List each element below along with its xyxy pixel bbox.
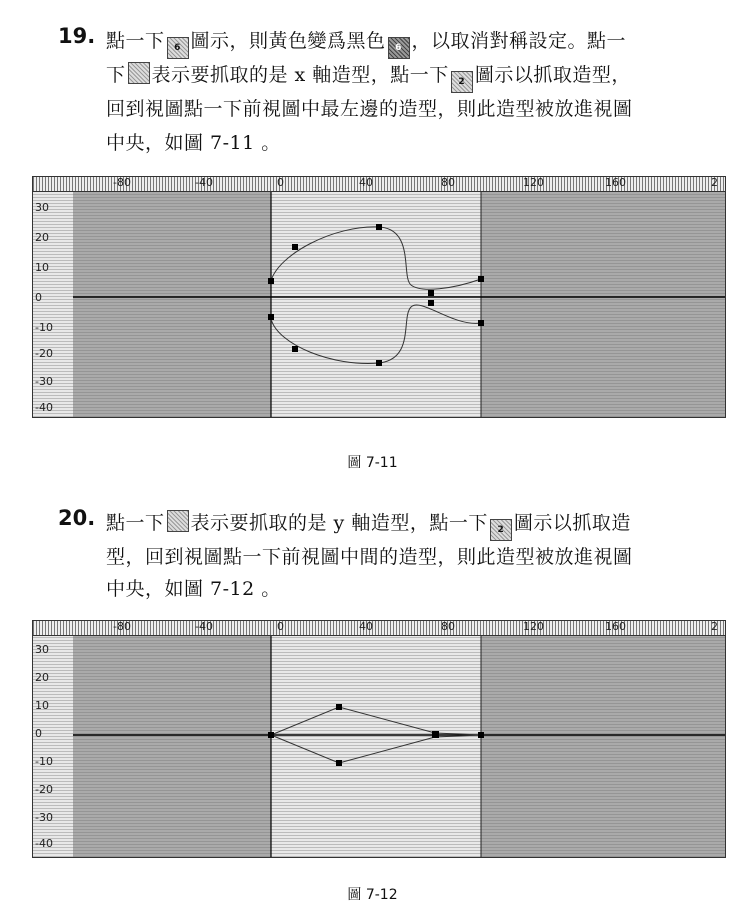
right-shaded-region <box>481 636 725 857</box>
text-segment: 圖示以抓取造型， <box>474 64 631 86</box>
y-axis-label: 0 <box>35 291 42 304</box>
ruler-label: 0 <box>277 176 284 189</box>
control-point <box>376 224 382 230</box>
y-axis-label: 30 <box>35 643 49 656</box>
control-point <box>478 276 484 282</box>
control-point <box>268 278 274 284</box>
y-axis-label: 0 <box>35 727 42 740</box>
figure-7-11-canvas <box>33 177 725 417</box>
y-axis-label: 30 <box>35 201 49 214</box>
ruler-label: 2 <box>711 176 718 189</box>
figure-7-12 <box>32 620 726 858</box>
ruler-label: 80 <box>441 620 455 633</box>
figure-7-11 <box>32 176 726 418</box>
shape-curve-upper <box>271 227 481 289</box>
ruler-label: 120 <box>523 620 544 633</box>
text-segment: 點一下 <box>106 512 165 534</box>
right-shaded-region <box>481 192 725 417</box>
step-19-line-1 <box>106 26 626 59</box>
ruler-label: -40 <box>195 620 213 633</box>
control-point <box>292 244 298 250</box>
y-axis-label: -10 <box>35 321 53 334</box>
figure-7-11-caption: 圖 7-11 <box>347 455 398 471</box>
y-axis-label: -40 <box>35 837 53 850</box>
text-segment: 表示要抓取的是 y 軸造型，點一下 <box>190 512 488 534</box>
control-point <box>428 300 434 306</box>
left-shaded-region <box>73 192 271 417</box>
ruler-label: 80 <box>441 176 455 189</box>
y-axis-label: 10 <box>35 261 49 274</box>
control-point <box>336 760 342 766</box>
text-segment: 點一下 <box>106 30 165 52</box>
left-shaded-region <box>73 636 271 857</box>
step-19 <box>58 24 738 154</box>
y-axis-label: -30 <box>35 375 53 388</box>
y-axis-label: -10 <box>35 755 53 768</box>
get-shape-icon: 2 <box>490 519 512 541</box>
y-axis-label: -20 <box>35 783 53 796</box>
ruler-label: 0 <box>277 620 284 633</box>
ruler-label: 40 <box>359 620 373 633</box>
ruler-label: 2 <box>711 620 718 633</box>
y-axis-shape-icon <box>167 510 189 532</box>
text-segment: 表示要抓取的是 x 軸造型，點一下 <box>151 64 449 86</box>
get-shape-icon: 2 <box>451 71 473 93</box>
text-segment: ，以取消對稱設定。點一 <box>411 30 627 52</box>
ruler-label: 40 <box>359 176 373 189</box>
x-axis-shape-icon <box>128 62 150 84</box>
control-point <box>336 704 342 710</box>
text-segment: 下 <box>106 64 126 86</box>
text-segment: 圖示以抓取造 <box>513 512 631 534</box>
figure-7-12-canvas <box>33 621 725 857</box>
y-axis-label: 20 <box>35 231 49 244</box>
step-19-line-3: 回到視圖點一下前視圖中最左邊的造型，則此造型被放進視圖 <box>106 98 633 120</box>
control-point <box>268 732 274 738</box>
shape-curve-lower <box>271 305 481 364</box>
control-point <box>428 290 434 296</box>
step-20 <box>58 506 738 606</box>
shape-curve-upper <box>271 707 481 735</box>
step-20-line-1 <box>106 508 631 541</box>
step-number: 19. <box>58 24 96 48</box>
ruler-label: -80 <box>113 620 131 633</box>
step-number: 20. <box>58 506 96 530</box>
shape-curve-lower <box>271 735 481 763</box>
step-19-line-4: 中央，如圖 7-11 。 <box>106 132 281 154</box>
ruler-label: 160 <box>605 176 626 189</box>
ruler-label: 160 <box>605 620 626 633</box>
y-axis-label: 20 <box>35 671 49 684</box>
step-20-line-3: 中央，如圖 7-12 。 <box>106 578 281 600</box>
symmetry-off-icon: 6 <box>388 37 410 59</box>
step-20-line-2: 型，回到視圖點一下前視圖中間的造型，則此造型被放進視圖 <box>106 546 633 568</box>
y-axis-label: -30 <box>35 811 53 824</box>
control-point <box>376 360 382 366</box>
y-axis-label: -40 <box>35 401 53 414</box>
control-point <box>432 731 439 738</box>
ruler-label: -40 <box>195 176 213 189</box>
symmetry-toggle-icon: 6 <box>167 37 189 59</box>
step-19-line-2 <box>106 60 631 93</box>
control-point <box>292 346 298 352</box>
control-point <box>478 732 484 738</box>
control-point <box>268 314 274 320</box>
ruler-label: -80 <box>113 176 131 189</box>
text-segment: 圖示，則黃色變爲黑色 <box>190 30 386 52</box>
y-axis-label: -20 <box>35 347 53 360</box>
figure-7-12-caption: 圖 7-12 <box>347 887 398 903</box>
ruler-label: 120 <box>523 176 544 189</box>
y-axis-label: 10 <box>35 699 49 712</box>
control-point <box>478 320 484 326</box>
